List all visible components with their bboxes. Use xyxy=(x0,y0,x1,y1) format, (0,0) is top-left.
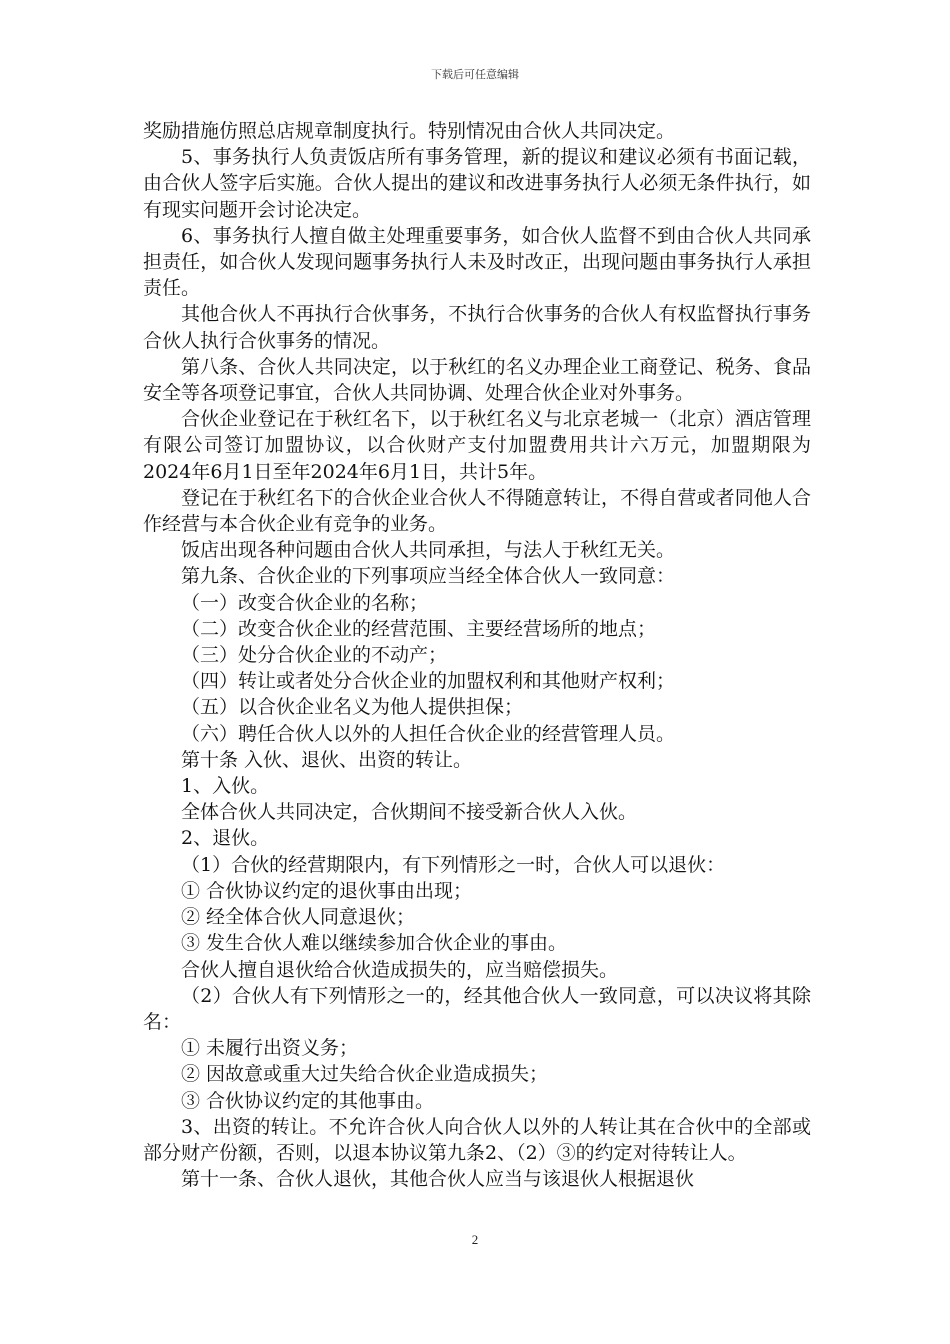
paragraph: （四）转让或者处分合伙企业的加盟权利和其他财产权利； xyxy=(181,670,676,693)
page-header: 下载后可任意编辑 xyxy=(431,68,519,81)
paragraph: 第八条、合伙人共同决定，以于秋红的名义办理企业工商登记、税务、食品安全等各项登记事宜，合伙人共同协调、处理合伙企业对外事务。 xyxy=(143,355,811,405)
paragraph: 饭店出现各种问题由合伙人共同承担，与法人于秋红无关。 xyxy=(181,539,676,562)
paragraph: 5、事务执行人负责饭店所有事务管理，新的提议和建议必须有书面记载，由合伙人签字后实施。合伙人提出的建议和改进事务执行人必须无条件执行，如有现实问题开会讨论决定。 xyxy=(143,146,811,221)
paragraph: 合伙人擅自退伙给合伙造成损失的，应当赔偿损失。 xyxy=(181,958,619,981)
paragraph: 第九条、合伙企业的下列事项应当经全体合伙人一致同意： xyxy=(181,565,676,588)
paragraph: 第十条 入伙、退伙、出资的转让。 xyxy=(181,748,473,771)
paragraph: ② 因故意或重大过失给合伙企业造成损失； xyxy=(181,1063,549,1086)
paragraph: （二）改变合伙企业的经营范围、主要经营场所的地点； xyxy=(181,617,657,640)
paragraph: （一）改变合伙企业的名称； xyxy=(181,591,429,614)
paragraph: （1）合伙的经营期限内，有下列情形之一时，合伙人可以退伙： xyxy=(181,853,726,876)
paragraph: 合伙企业登记在于秋红名下，以于秋红名义与北京老城一（北京）酒店管理有限公司签订加盟协议，以合伙财产支付加盟费用共计六万元，加盟期限为2024年6月1日至年2024年6月1日，共计5年。 xyxy=(143,408,811,483)
paragraph: 2、退伙。 xyxy=(181,827,270,850)
paragraph: ② 经全体合伙人同意退伙； xyxy=(181,906,416,929)
paragraph: （六）聘任合伙人以外的人担任合伙企业的经营管理人员。 xyxy=(181,722,676,745)
paragraph: 第十一条、合伙人退伙，其他合伙人应当与该退伙人根据退伙 xyxy=(181,1168,695,1191)
paragraph: 3、出资的转让。不允许合伙人向合伙人以外的人转让其在合伙中的全部或部分财产份额，否则，以退本协议第九条2、（2）③的约定对待转让人。 xyxy=(143,1115,811,1164)
paragraph: 其他合伙人不再执行合伙事务，不执行合伙事务的合伙人有权监督执行事务合伙人执行合伙事务的情况。 xyxy=(143,303,811,352)
paragraph: 1、入伙。 xyxy=(181,775,270,798)
paragraph: （2）合伙人有下列情形之一的，经其他合伙人一致同意，可以决议将其除名： xyxy=(143,984,811,1033)
paragraph: ① 合伙协议约定的退伙事由出现； xyxy=(181,879,473,902)
paragraph: 奖励措施仿照总店规章制度执行。特别情况由合伙人共同决定。 xyxy=(143,120,676,142)
paragraph: （五）以合伙企业名义为他人提供担保； xyxy=(181,696,524,719)
paragraph: 全体合伙人共同决定，合伙期间不接受新合伙人入伙。 xyxy=(181,801,638,824)
document-body xyxy=(143,118,811,1192)
paragraph: （三）处分合伙企业的不动产； xyxy=(181,644,448,667)
paragraph: ③ 合伙协议约定的其他事由。 xyxy=(181,1089,435,1112)
paragraph: 6、事务执行人擅自做主处理重要事务，如合伙人监督不到由合伙人共同承担责任，如合伙人发现问题事务执行人未及时改正，出现问题由事务执行人承担责任。 xyxy=(143,224,811,300)
page-number: 2 xyxy=(471,1232,479,1247)
paragraph: 登记在于秋红名下的合伙企业合伙人不得随意转让，不得自营或者同他人合作经营与本合伙企业有竞争的业务。 xyxy=(143,486,811,536)
paragraph: ① 未履行出资义务； xyxy=(181,1037,359,1060)
paragraph: ③ 发生合伙人难以继续参加合伙企业的事由。 xyxy=(181,932,568,955)
